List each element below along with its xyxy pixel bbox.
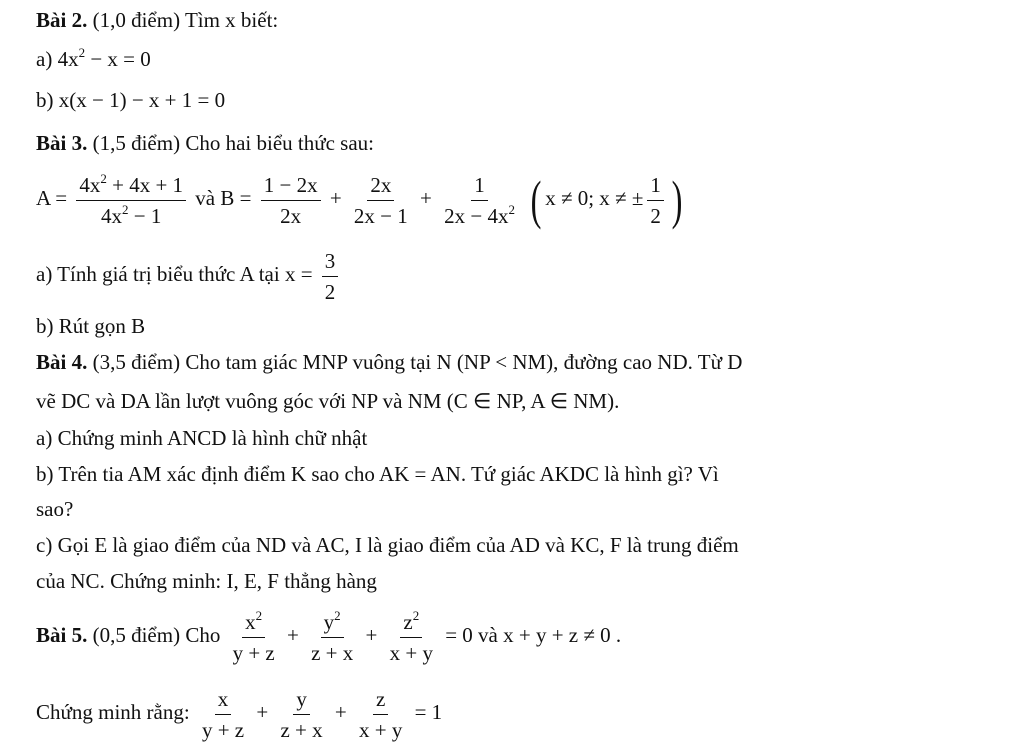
bai3-a-denominator: 2 <box>324 279 336 304</box>
bai4-c-text-1: c) Gọi E là giao điểm của ND và AC, I là giao điểm của AD và KC, F là trung điểm <box>36 533 739 557</box>
bai3-A-numerator <box>76 172 186 201</box>
bai5-f2-denominator: z + x <box>311 640 354 665</box>
bai4-part-b-2 <box>36 497 73 521</box>
bai5-eq0: = 0 <box>445 623 473 647</box>
bai5-f3-num-exp: 2 <box>412 607 420 623</box>
bai3-A-num-exp: 2 <box>100 170 107 186</box>
bai2-a-label: a) <box>36 47 53 71</box>
bai2-heading <box>36 8 278 32</box>
bai5-g1-denominator: y + z <box>201 717 245 742</box>
bai4-a-text: a) Chứng minh ANCD là hình chữ nhật <box>36 426 368 450</box>
bai2-b-expression: x(x − 1) − x + 1 = 0 <box>58 88 226 112</box>
bai5-fraction-3 <box>387 609 436 666</box>
bai3-condition-text: x ≠ 0; x ≠ ± <box>545 186 644 210</box>
bai4-text-1: (3,5 điểm) Cho tam giác MNP vuông tại N (NP < NM), đường cao ND. Từ D <box>92 350 743 374</box>
bai5-f3-num-term: z <box>403 609 413 634</box>
bai5-g3-denominator: x + y <box>359 717 403 742</box>
bai2-points: (1,0 điểm) Tìm x biết: <box>92 8 279 32</box>
bai4-part-c-1 <box>36 533 739 557</box>
bai3-a-text: a) Tính giá trị biểu thức A tại <box>36 262 280 286</box>
bai4-b-text-1: b) Trên tia AM xác định điểm K sao cho AK = AN. Tứ giác AKDC là hình gì? Vì <box>36 462 719 486</box>
bai5-va: và <box>478 623 498 647</box>
bai3-A-num-rest: + 4x + 1 <box>106 172 184 197</box>
bai4-line-2 <box>36 389 619 413</box>
bai3-condition-fraction <box>647 172 664 229</box>
bai3-condition-denominator: 2 <box>650 203 661 228</box>
bai5-prove <box>36 680 442 744</box>
bai3-va: và <box>195 186 216 210</box>
bai4-title: Bài 4. <box>36 350 88 374</box>
bai3-part-b <box>36 314 145 338</box>
bai5-g3-numerator: z <box>373 686 388 715</box>
bai3-B-f2-numerator: 2x <box>367 172 394 201</box>
bai5-f1-denominator: y + z <box>232 640 275 665</box>
bai3-B-lhs: B = <box>220 186 252 210</box>
bai3-part-a <box>36 242 342 306</box>
bai5-f2-num-exp: 2 <box>334 607 341 623</box>
bai3-title: Bài 3. <box>36 131 88 155</box>
bai3-B-f3-numerator: 1 <box>471 172 488 201</box>
bai3-a-x: x = <box>284 262 313 286</box>
bai5-f1-num-term: x <box>245 609 256 634</box>
bai3-A-lhs: A = <box>36 186 68 210</box>
bai4-part-b-1 <box>36 462 719 486</box>
bai3-B-f3-den-exp: 2 <box>508 201 515 217</box>
bai5-fraction-2 <box>308 609 356 666</box>
bai3-A-den-exp: 2 <box>122 201 129 217</box>
bai4-text-2: vẽ DC và DA lần lượt vuông góc với NP và NM (C ∈ NP, A ∈ NM). <box>36 389 620 413</box>
bai3-condition-numerator: 1 <box>647 172 664 201</box>
bai3-B-f3-denominator <box>441 201 518 229</box>
bai5-g1-numerator: x <box>215 686 232 715</box>
bai5-f2-num-term: y <box>323 609 335 634</box>
bai3-a-fraction <box>322 248 339 305</box>
bai3-condition-open-paren: ( <box>530 170 542 231</box>
bai3-B-f1-denominator: 2x <box>280 203 302 228</box>
bai5-condition: x + y + z ≠ 0 . <box>503 623 622 647</box>
bai4-c-text-2: của NC. Chứng minh: I, E, F thẳng hàng <box>36 569 377 593</box>
bai3-A-denominator <box>98 201 164 229</box>
bai4-part-c-2 <box>36 569 377 593</box>
bai3-B-f2-denominator: 2x − 1 <box>353 203 408 228</box>
bai2-title: Bài 2. <box>36 8 88 32</box>
bai5-f2-numerator <box>321 609 344 638</box>
bai3-B-f3-den-term: 2x − 4x <box>444 203 509 228</box>
bai3-expressions <box>36 166 686 230</box>
bai2-a-exponent: 2 <box>78 45 86 60</box>
bai5-prove-fraction-2 <box>277 686 325 743</box>
bai4-part-a <box>36 426 367 450</box>
bai5-points: (0,5 điểm) Cho <box>92 623 221 647</box>
bai3-B-fraction-2 <box>351 172 411 229</box>
bai5-f1-numerator <box>242 609 265 638</box>
bai2-a-term: 4x <box>57 47 79 71</box>
bai3-A-den-rest: − 1 <box>128 203 162 228</box>
bai4-line-1 <box>36 350 742 374</box>
bai5-prove-plus-1: + <box>256 700 269 724</box>
bai5-f3-numerator <box>400 609 422 638</box>
bai5-prove-plus-2: + <box>334 700 347 724</box>
bai3-B-plus-2: + <box>420 186 432 210</box>
bai3-points: (1,5 điểm) Cho hai biểu thức sau: <box>92 131 375 155</box>
bai5-eq1: = 1 <box>414 700 443 724</box>
bai5-title: Bài 5. <box>36 623 88 647</box>
bai5-fraction-1 <box>230 609 278 666</box>
bai3-A-num-term: 4x <box>79 172 101 197</box>
bai3-A-den-term: 4x <box>101 203 123 228</box>
bai5-f3-denominator: x + y <box>389 640 433 665</box>
bai5-plus-1: + <box>287 623 299 647</box>
bai2-part-b <box>36 88 225 112</box>
bai3-heading <box>36 131 374 155</box>
bai5-statement <box>36 603 621 667</box>
bai2-a-rest: − x = 0 <box>85 47 151 71</box>
bai3-B-plus-1: + <box>329 186 342 210</box>
bai3-B-fraction-3 <box>441 172 518 229</box>
bai5-f1-num-exp: 2 <box>255 607 263 623</box>
bai5-g2-denominator: z + x <box>280 717 323 742</box>
bai2-a-expression <box>58 47 151 71</box>
bai3-condition-close-paren: ) <box>671 170 683 231</box>
bai3-B-f1-numerator: 1 − 2x <box>261 172 321 201</box>
bai5-prove-fraction-1 <box>199 686 247 743</box>
bai4-b-text-2: sao? <box>36 497 74 521</box>
bai3-a-numerator: 3 <box>322 248 339 277</box>
bai5-g2-numerator: y <box>293 686 310 715</box>
bai5-plus-2: + <box>365 623 378 647</box>
bai3-A-fraction <box>76 172 186 229</box>
bai2-part-a <box>36 47 151 71</box>
bai5-prove-text: Chứng minh rằng: <box>36 700 190 724</box>
bai3-b-text: b) Rút gọn B <box>36 314 146 338</box>
bai3-B-fraction-1 <box>261 172 321 229</box>
bai2-b-label: b) <box>36 88 54 112</box>
bai5-prove-fraction-3 <box>356 686 405 743</box>
